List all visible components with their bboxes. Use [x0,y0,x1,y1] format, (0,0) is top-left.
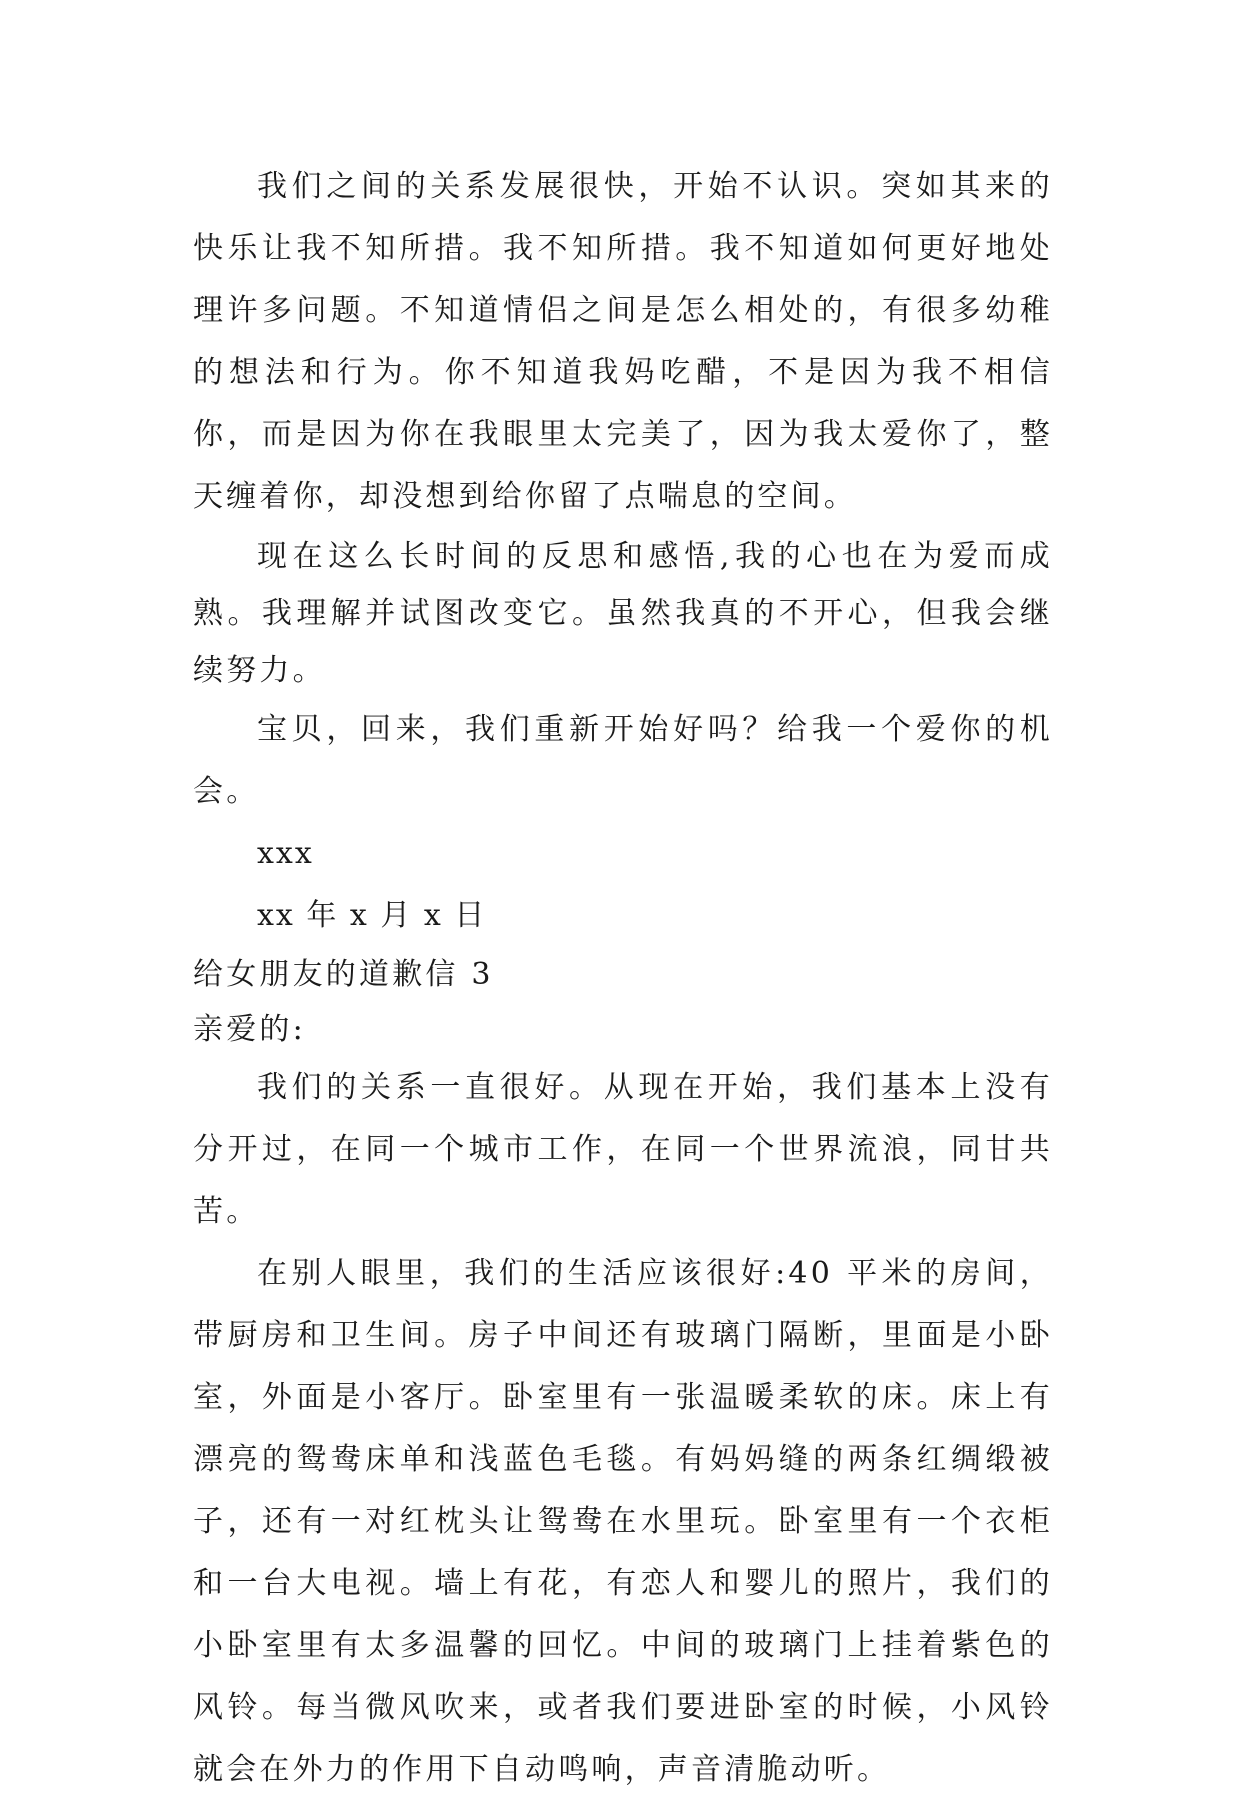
salutation: 亲爱的: [193,1012,306,1047]
paragraph-reflection: 现在这么长时间的反思和感悟,我的心也在为爱而成熟。我理解并试图改变它。虽然我真的不开心，但我会继续努力。 [193,539,1053,688]
signature: xxx [257,836,314,871]
paragraph-good-relationship: 我们的关系一直很好。从现在开始，我们基本上没有分开过，在同一个城市工作，在同一个世界流浪，同甘共苦。 [193,1070,1053,1229]
letter-body [193,156,1053,1801]
letter3-title: 给女朋友的道歉信 3 [193,957,494,992]
paragraph-relationship-development: 我们之间的关系发展很快，开始不认识。突如其来的快乐让我不知所措。我不知所措。我不知道如何更好地处理许多问题。不知道情侣之间是怎么相处的，有很多幼稚的想法和行为。你不知道我妈吃醋，不是因为我不相信你，而是因为你在我眼里太完美了，因为我太爱你了，整天缠着你，却没想到给你留了点喘息的空间。 [193,169,1053,514]
paragraph-home-description: 在别人眼里，我们的生活应该很好:40 平米的房间，带厨房和卫生间。房子中间还有玻璃门隔断，里面是小卧室，外面是小客厅。卧室里有一张温暖柔软的床。床上有漂亮的鸳鸯床单和浅蓝色毛毯。有妈妈缝的两条红绸缎被子，还有一对红枕头让鸳鸯在水里玩。卧室里有一个衣柜和一台大电视。墙上有花，有恋人和婴儿的照片，我们的小卧室里有太多温馨的回忆。中间的玻璃门上挂着紫色的风铃。每当微风吹来，或者我们要进卧室的时候，小风铃就会在外力的作用下自动鸣响，声音清脆动听。 [193,1256,1053,1787]
date-line: xx 年 x 月 x 日 [257,898,487,933]
paragraph-plea: 宝贝，回来，我们重新开始好吗？给我一个爱你的机会。 [193,712,1053,809]
